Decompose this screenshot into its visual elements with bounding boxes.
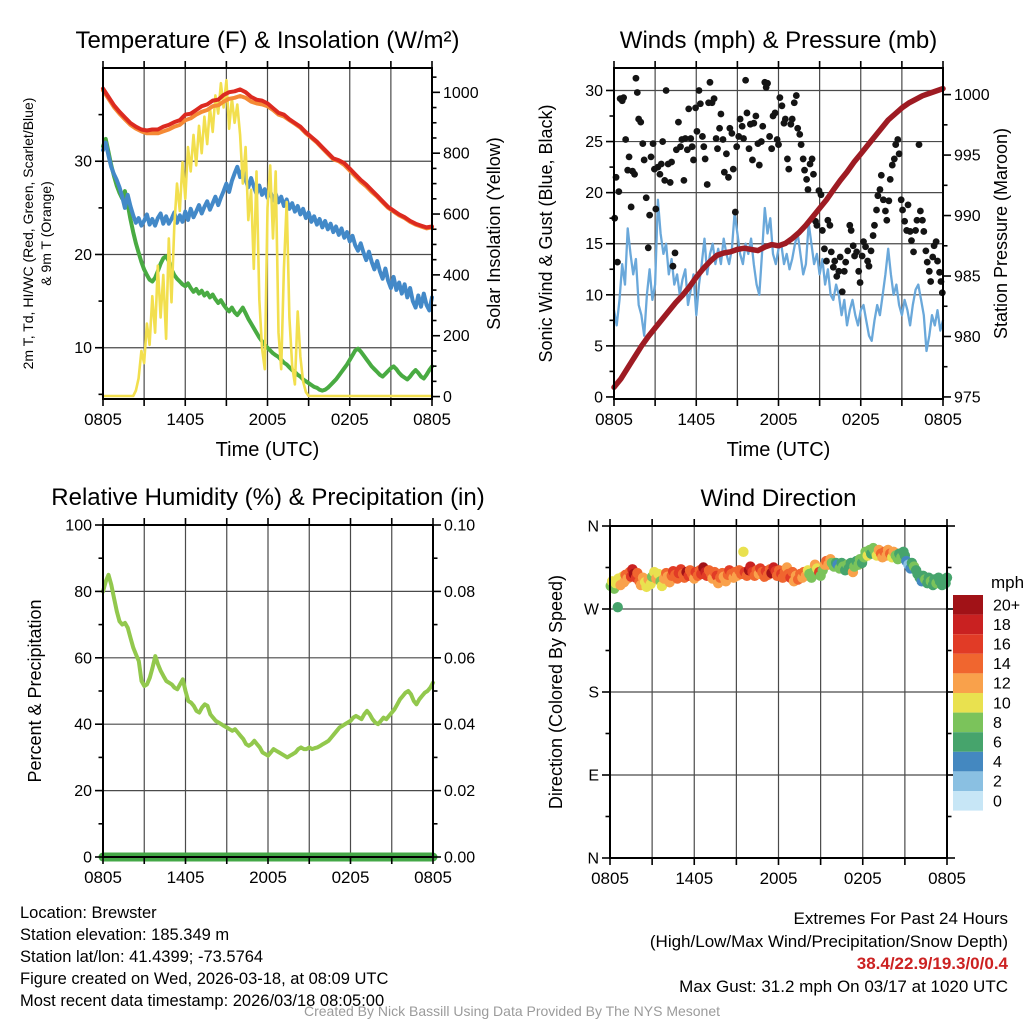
y-tick-label: W — [583, 601, 599, 619]
x-tick-label: 2005 — [249, 868, 287, 887]
colorbar-swatch — [953, 771, 983, 791]
colorbar-label: 18 — [993, 616, 1011, 634]
wind-gusts-dot — [894, 136, 901, 143]
y-tick-label: 25 — [585, 134, 603, 152]
wind-gusts-dot — [707, 79, 714, 86]
y-tick-label: 0.04 — [444, 716, 476, 734]
y-tick-label: S — [588, 684, 599, 702]
y-tick-label: 30 — [585, 82, 603, 100]
wind-gusts-dot — [628, 204, 635, 211]
wind-gusts-dot — [793, 92, 800, 99]
y-tick-label: N — [587, 850, 599, 868]
station-location: Location: Brewster — [20, 904, 157, 922]
panel-title: Winds (mph) & Pressure (mb) — [619, 27, 938, 54]
wind-gusts-dot — [901, 218, 908, 225]
wind-gusts-dot — [919, 217, 926, 224]
wind-gusts-dot — [740, 135, 747, 142]
y-tick-label: 0 — [443, 389, 452, 407]
wind-gusts-dot — [908, 237, 915, 244]
y-tick-label: 20 — [585, 185, 603, 203]
y-tick-label: 400 — [443, 267, 470, 285]
wind-gusts-dot — [912, 227, 919, 234]
wind-gusts-dot — [758, 138, 765, 145]
wind-gusts-dot — [689, 143, 696, 150]
wind-gusts-dot — [813, 222, 820, 229]
wind-gusts-dot — [685, 105, 692, 112]
wind-gusts-dot — [626, 153, 633, 160]
wind-gusts-dot — [853, 248, 860, 255]
colorbar-swatch — [953, 791, 983, 811]
wind-gusts-dot — [622, 136, 629, 143]
wind-gusts-dot — [871, 222, 878, 229]
x-tick-label: 1405 — [166, 410, 205, 429]
wind-gusts-dot — [885, 197, 892, 204]
y-tick-label: 990 — [954, 208, 981, 226]
wind-gusts-dot — [933, 238, 940, 245]
colorbar-label: 8 — [993, 714, 1002, 732]
y-tick-label: 5 — [594, 338, 603, 356]
wind-gusts-dot — [803, 176, 810, 183]
wind-gusts-dot — [920, 228, 927, 235]
wind-gusts-dot — [801, 167, 808, 174]
wind-gusts-dot — [850, 242, 857, 249]
wind-gusts-dot — [723, 150, 730, 157]
colorbar-label: 20+ — [993, 597, 1021, 615]
y-tick-label: 0.08 — [444, 583, 476, 601]
y-tick-label: 1000 — [954, 87, 990, 105]
wind-gusts-dot — [768, 145, 775, 152]
colorbar-title: mph — [991, 573, 1024, 592]
wind-gusts-dot — [716, 125, 723, 132]
wind-gusts-dot — [725, 174, 732, 181]
wind-gusts-dot — [819, 227, 826, 234]
x-tick-label: 0805 — [924, 410, 962, 429]
wind-gusts-dot — [936, 269, 943, 276]
wind-gusts-dot — [668, 159, 675, 166]
wind-gusts-dot — [742, 77, 749, 84]
y-tick-label: 0.02 — [444, 783, 476, 801]
wind-gusts-dot — [800, 156, 807, 163]
wind-gusts-dot — [650, 140, 657, 147]
wind-gusts-dot — [899, 207, 906, 214]
wind-gusts-dot — [927, 278, 934, 285]
wind-gusts-dot — [728, 130, 735, 137]
speed-colorbar — [953, 573, 1024, 811]
wind-gusts-dot — [878, 172, 885, 179]
wind-gusts-dot — [702, 156, 709, 163]
wind-gusts-dot — [794, 125, 801, 132]
x-axis-label: Time (UTC) — [726, 439, 831, 461]
wind-gusts-dot — [614, 259, 621, 266]
wind-gusts-dot — [667, 179, 674, 186]
y-axis-label-left: Sonic Wind & Gust (Blue, Black) — [536, 104, 556, 363]
y-tick-label: 15 — [585, 236, 603, 254]
figure-created: Figure created on Wed, 2026-03-18, at 08:09 UTC — [20, 970, 389, 988]
colorbar-label: 4 — [993, 754, 1002, 772]
x-tick-label: 0805 — [414, 868, 452, 887]
x-tick-label: 0805 — [928, 869, 966, 888]
wind-gusts-dot — [659, 138, 666, 145]
y-tick-label: 1000 — [443, 84, 479, 102]
y-tick-label: 600 — [443, 206, 470, 224]
wind-gusts-dot — [711, 95, 718, 102]
x-tick-label: 0805 — [413, 410, 451, 429]
x-axis-label: Time (UTC) — [215, 439, 320, 461]
wind-gusts-dot — [730, 166, 737, 173]
colorbar-swatch — [953, 713, 983, 733]
colorbar-swatch — [953, 693, 983, 713]
wind-gusts-dot — [857, 279, 864, 286]
wind-gusts-dot — [859, 253, 866, 260]
wind-gusts-dot — [922, 247, 929, 254]
wind-gusts-dot — [657, 171, 664, 178]
colorbar-label: 6 — [993, 734, 1002, 752]
wind-gusts-dot — [934, 258, 941, 265]
wind-direction-points-dot — [738, 547, 748, 557]
wind-gusts-dot — [639, 140, 646, 147]
y-tick-label: 30 — [74, 153, 92, 171]
wind-gusts-dot — [877, 186, 884, 193]
y-tick-label: 80 — [74, 583, 92, 601]
x-tick-label: 0805 — [591, 869, 629, 888]
wind-gusts-dot — [905, 201, 912, 208]
extremes-title: Extremes For Past 24 Hours — [793, 909, 1008, 928]
wind-gusts-dot — [827, 222, 834, 229]
wind-gusts-dot — [713, 135, 720, 142]
wind-gusts-dot — [633, 75, 640, 82]
wind-gusts-dot — [798, 141, 805, 148]
x-tick-label: 0205 — [843, 869, 882, 888]
panel-title: Relative Humidity (%) & Precipitation (in) — [51, 484, 485, 511]
colorbar-swatch — [953, 654, 983, 674]
wind-gusts-dot — [696, 87, 703, 94]
wind-gusts-dot — [796, 131, 803, 138]
y-tick-label: 0.10 — [444, 517, 476, 535]
wind-gusts-dot — [887, 176, 894, 183]
wind-gusts-dot — [821, 245, 828, 252]
y-tick-label: 20 — [74, 246, 92, 264]
wind-gusts-dot — [828, 248, 835, 255]
y-axis-label-left: Direction (Colored By Speed) — [546, 574, 566, 810]
wind-gusts-dot — [917, 208, 924, 215]
data-timestamp: Most recent data timestamp: 2026/03/18 08:05:00 — [20, 992, 385, 1010]
y-tick-label: 10 — [74, 340, 92, 358]
y-tick-label: 0 — [83, 849, 92, 867]
extremes-values: 38.4/22.9/19.3/0/0.4 — [856, 954, 1008, 973]
y-tick-label: 10 — [585, 287, 603, 305]
y-tick-label: 0 — [594, 389, 603, 407]
y-tick-label: 800 — [443, 145, 470, 163]
wind-gusts-dot — [855, 268, 862, 275]
colorbar-label: 14 — [993, 656, 1011, 674]
x-tick-label: 0805 — [595, 410, 633, 429]
wind-gusts-dot — [868, 247, 875, 254]
wind-gusts-dot — [746, 145, 753, 152]
wind-gusts-dot — [643, 194, 650, 201]
wind-gusts-dot — [697, 100, 704, 107]
wind-gusts-dot — [776, 94, 783, 101]
y-axis-label-right: Solar Insolation (Yellow) — [484, 137, 504, 330]
colorbar-swatch — [953, 752, 983, 772]
wind-gusts-dot — [830, 264, 837, 271]
extremes-subtitle: (High/Low/Max Wind/Precipitation/Snow Depth) — [649, 931, 1008, 951]
wind-gusts-dot — [704, 181, 711, 188]
wind-gusts-dot — [874, 192, 881, 199]
colorbar-label: 0 — [993, 793, 1002, 811]
y-tick-label: 20 — [74, 783, 92, 801]
x-tick-label: 2005 — [248, 410, 287, 429]
colorbar-label: 10 — [993, 695, 1011, 713]
humidity-precipitation-panel — [25, 484, 485, 887]
wind-gusts-dot — [839, 288, 846, 295]
wind-gusts-dot — [862, 243, 869, 250]
y-axis-label-left: & 9m T (Orange) — [38, 181, 54, 286]
wind-gusts-dot — [844, 247, 851, 254]
wind-gusts-dot — [615, 188, 622, 195]
wind-gusts-dot — [818, 191, 825, 198]
wind-gusts-dot — [841, 268, 848, 275]
wind-gusts-dot — [805, 186, 812, 193]
wind-gusts-dot — [670, 263, 677, 270]
wind-gusts-dot — [779, 102, 786, 109]
wind-gusts-dot — [652, 206, 659, 213]
max-gust: Max Gust: 31.2 mph On 03/17 at 1020 UTC — [679, 976, 1008, 996]
x-tick-label: 0805 — [84, 410, 122, 429]
colorbar-label: 2 — [993, 773, 1002, 791]
wind-gusts-dot — [823, 258, 830, 265]
y-tick-label: 985 — [954, 268, 981, 286]
x-tick-label: 0205 — [841, 410, 880, 429]
colorbar-swatch — [953, 673, 983, 693]
wind-gusts-dot — [910, 248, 917, 255]
wind-direction-points-dot — [613, 602, 623, 612]
wind-gusts-dot — [766, 133, 773, 140]
wind-gusts-dot — [663, 87, 670, 94]
y-tick-label: 995 — [954, 147, 981, 165]
colorbar-swatch — [953, 634, 983, 654]
wind-gusts-dot — [842, 259, 849, 266]
colorbar-swatch — [953, 595, 983, 615]
wind-gusts-dot — [687, 135, 694, 142]
wind-gusts-dot — [916, 141, 923, 148]
wind-gusts-dot — [694, 128, 701, 135]
wind-gusts-dot — [831, 258, 838, 265]
colorbar-swatch — [953, 615, 983, 635]
wind-gusts-dot — [785, 166, 792, 173]
colorbar-label: 12 — [993, 675, 1011, 693]
y-tick-label: E — [588, 767, 599, 785]
x-tick-label: 0205 — [331, 868, 370, 887]
winds-pressure-panel — [536, 27, 1011, 461]
wind-gusts-dot — [690, 157, 697, 164]
wind-gusts-dot — [775, 141, 782, 148]
wind-gusts-dot — [733, 143, 740, 150]
wind-gusts-dot — [926, 268, 933, 275]
wind-gusts-dot — [620, 94, 627, 101]
wind-gusts-dot — [848, 227, 855, 234]
wind-gusts-dot — [672, 250, 679, 257]
colorbar-label: 16 — [993, 636, 1011, 654]
x-tick-label: 0805 — [84, 868, 122, 887]
wind-gusts-dot — [891, 156, 898, 163]
wind-gusts-dot — [737, 116, 744, 123]
wind-gusts-dot — [645, 244, 652, 251]
wind-gusts-dot — [772, 110, 779, 117]
wind-gusts-dot — [810, 171, 817, 178]
wind-gusts-dot — [720, 136, 727, 143]
wind-gusts-dot — [750, 120, 757, 127]
wind-gusts-dot — [752, 113, 759, 120]
wind-gusts-dot — [759, 123, 766, 130]
x-tick-label: 2005 — [759, 869, 798, 888]
wind-gusts-dot — [896, 150, 903, 157]
temperature-insolation-panel — [20, 27, 504, 461]
y-tick-label: N — [587, 518, 599, 536]
wind-gusts-dot — [714, 145, 721, 152]
credit-line: Created By Nick Bassill Using Data Provided By The NYS Mesonet — [303, 1003, 721, 1019]
wind-gusts-dot — [700, 143, 707, 150]
x-tick-label: 0205 — [330, 410, 369, 429]
wind-gusts-dot — [789, 116, 796, 123]
x-tick-label: 1405 — [677, 410, 716, 429]
wind-gusts-dot — [749, 157, 756, 164]
wind-gusts-dot — [784, 156, 791, 163]
colorbar-swatch — [953, 732, 983, 752]
wind-gusts-dot — [718, 111, 725, 118]
wind-gusts-dot — [634, 89, 641, 96]
wind-direction-panel — [546, 485, 1024, 888]
y-tick-label: 0.00 — [444, 849, 476, 867]
wind-gusts-dot — [744, 110, 751, 117]
wind-gusts-dot — [681, 177, 688, 184]
wind-gusts-dot — [756, 162, 763, 169]
x-tick-label: 1405 — [166, 868, 205, 887]
wind-gusts-dot — [782, 116, 789, 123]
wind-gusts-dot — [764, 80, 771, 87]
y-tick-label: 975 — [954, 389, 981, 407]
wind-gusts-dot — [898, 196, 905, 203]
y-tick-label: 100 — [65, 517, 92, 535]
station-latlon: Station lat/lon: 41.4399; -73.5764 — [20, 948, 264, 966]
wind-gusts-dot — [870, 232, 877, 239]
y-tick-label: 60 — [74, 650, 92, 668]
station-elevation: Station elevation: 185.349 m — [20, 926, 230, 944]
wind-gusts-dot — [631, 171, 638, 178]
wind-gusts-dot — [791, 99, 798, 106]
x-tick-label: 1405 — [675, 869, 714, 888]
wind-gusts-dot — [732, 209, 739, 216]
wind-gusts-dot — [646, 212, 653, 219]
wind-gusts-dot — [699, 133, 706, 140]
wind-gusts-dot — [658, 161, 665, 168]
panel-title: Wind Direction — [700, 485, 857, 512]
station-info — [20, 902, 388, 1012]
wind-gusts-dot — [739, 123, 746, 130]
y-tick-label: 0.06 — [444, 650, 476, 668]
wind-gusts-dot — [889, 162, 896, 169]
wind-gusts-dot — [866, 263, 873, 270]
wind-gusts-dot — [637, 119, 644, 126]
y-axis-label-left: Percent & Precipitation — [25, 599, 45, 783]
panel-title: Temperature (F) & Insolation (W/m²) — [75, 27, 460, 54]
wind-gusts-dot — [809, 156, 816, 163]
y-tick-label: 40 — [74, 716, 92, 734]
wind-gusts-dot — [648, 153, 655, 160]
wind-gusts-dot — [675, 119, 682, 126]
wind-gusts-dot — [882, 208, 889, 215]
wind-gusts-dot — [873, 207, 880, 214]
y-axis-label-left: 2m T, Td, HI/WC (Red, Green, Scarlet/Blue) — [20, 97, 36, 370]
extremes-summary — [650, 908, 1008, 998]
wind-gusts-dot — [641, 157, 648, 164]
y-tick-label: 200 — [443, 328, 470, 346]
wind-gusts-dot — [677, 143, 684, 150]
wind-gusts-dot — [883, 217, 890, 224]
x-tick-label: 2005 — [759, 410, 798, 429]
wind-gusts-dot — [837, 254, 844, 261]
y-axis-label-right: Station Pressure (Maroon) — [991, 127, 1011, 340]
wind-gusts-dot — [924, 259, 931, 266]
y-tick-label: 980 — [954, 328, 981, 346]
